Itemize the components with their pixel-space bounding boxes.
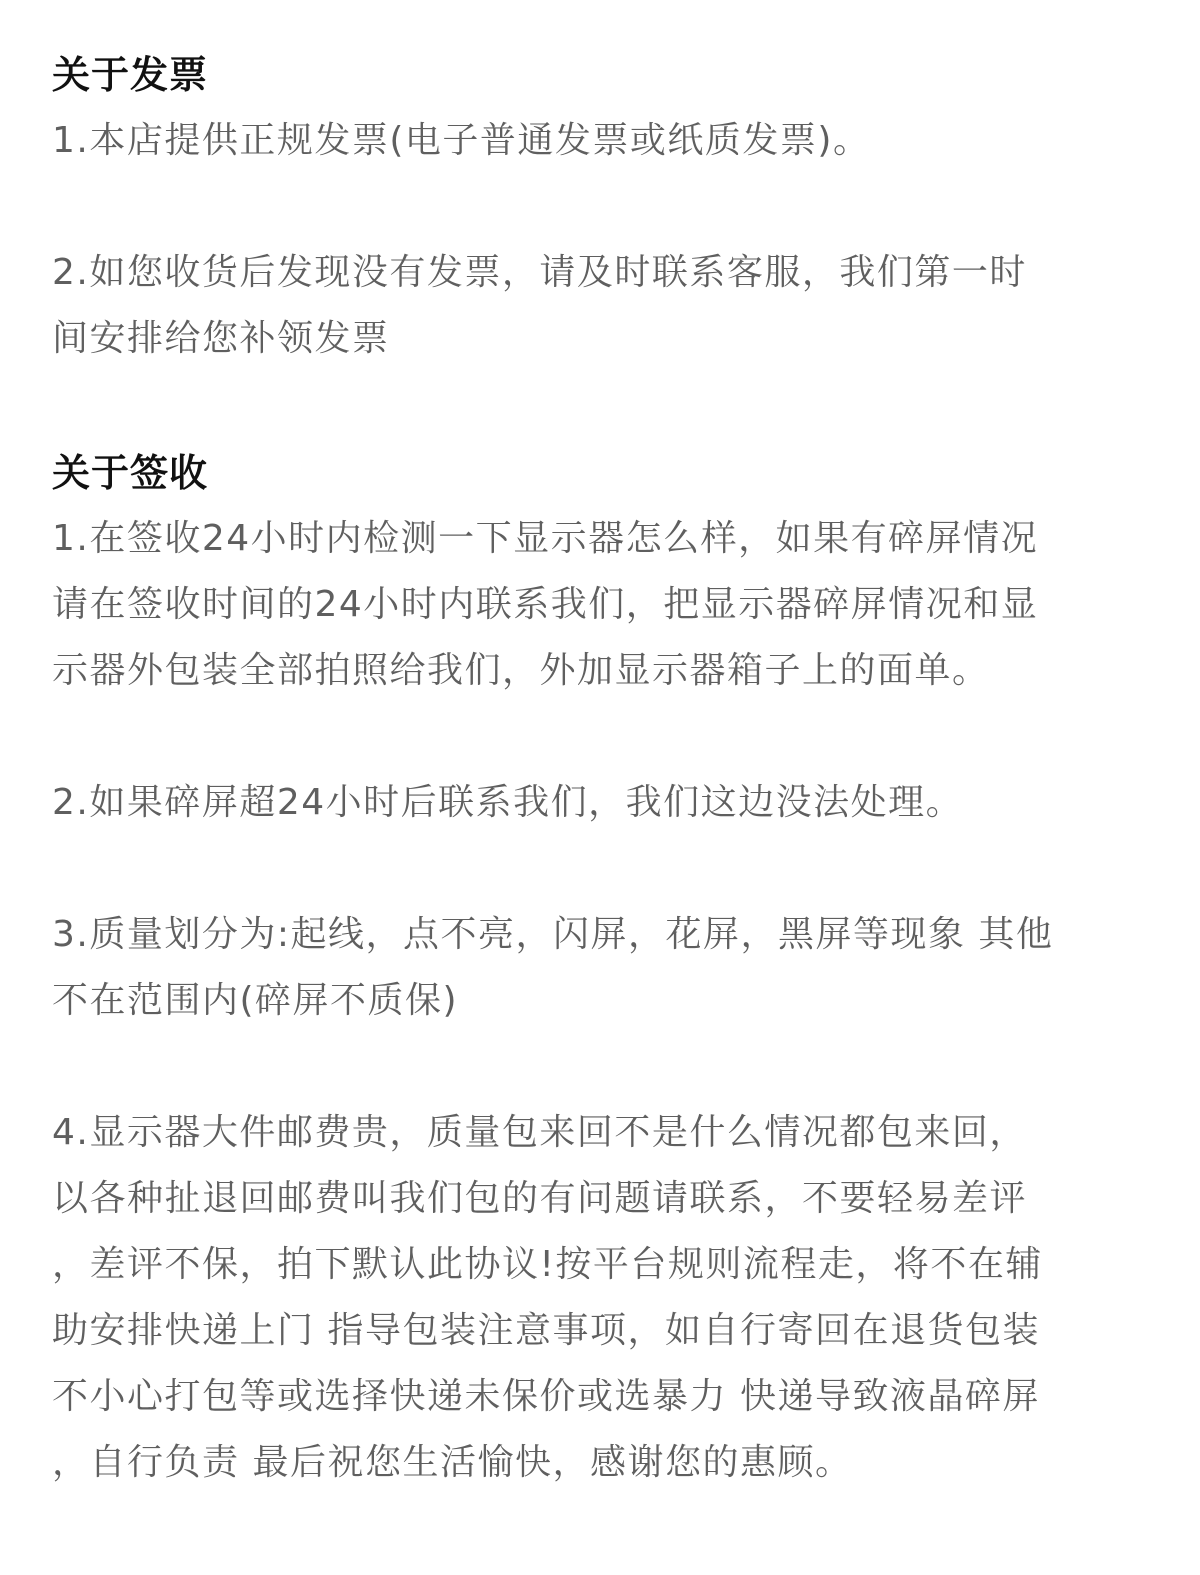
notice-page <box>52 42 1152 1496</box>
paragraph-line: 1.本店提供正规发票(电子普通发票或纸质发票)。 <box>52 120 871 161</box>
invoice-point-2 <box>52 240 1152 372</box>
paragraph-line: ，差评不保，拍下默认此协议!按平台规则流程走，将不在辅 <box>52 1244 1043 1285</box>
section-heading: 关于签收 <box>52 451 209 495</box>
receipt-point-3 <box>52 902 1152 1034</box>
paragraph-line: 示器外包装全部拍照给我们，外加显示器箱子上的面单。 <box>52 650 990 691</box>
paragraph-line: 1.在签收24小时内检测一下显示器怎么样，如果有碎屏情况 <box>52 518 1039 559</box>
paragraph-line: 以各种扯退回邮费叫我们包的有问题请联系，不要轻易差评 <box>52 1178 1028 1219</box>
paragraph-line: 间安排给您补领发票 <box>52 318 390 359</box>
paragraph-line: 不在范围内(碎屏不质保) <box>52 980 459 1021</box>
paragraph-line: 助安排快递上门 指导包装注意事项，如自行寄回在退货包装 <box>52 1310 1040 1351</box>
invoice-section <box>52 42 1152 372</box>
receipt-point-1 <box>52 506 1152 704</box>
paragraph-line: 2.如您收货后发现没有发票，请及时联系客服，我们第一时 <box>52 252 1027 293</box>
receipt-point-2 <box>52 770 1152 836</box>
invoice-point-1 <box>52 108 1152 174</box>
paragraph-line: 2.如果碎屏超24小时后联系我们，我们这边没法处理。 <box>52 782 964 823</box>
paragraph-line: 不小心打包等或选择快递未保价或选暴力 快递导致液晶碎屏 <box>52 1376 1040 1417</box>
paragraph-line: ，自行负责 最后祝您生活愉快，感谢您的惠顾。 <box>52 1442 853 1483</box>
section-heading: 关于发票 <box>52 53 209 97</box>
paragraph-line: 4.显示器大件邮费贵，质量包来回不是什么情况都包来回， <box>52 1112 1027 1153</box>
receipt-point-4 <box>52 1100 1152 1496</box>
paragraph-line: 请在签收时间的24小时内联系我们，把显示器碎屏情况和显 <box>52 584 1039 625</box>
receipt-section <box>52 440 1152 1496</box>
paragraph-line: 3.质量划分为:起线，点不亮，闪屏，花屏，黑屏等现象 其他 <box>52 914 1054 955</box>
